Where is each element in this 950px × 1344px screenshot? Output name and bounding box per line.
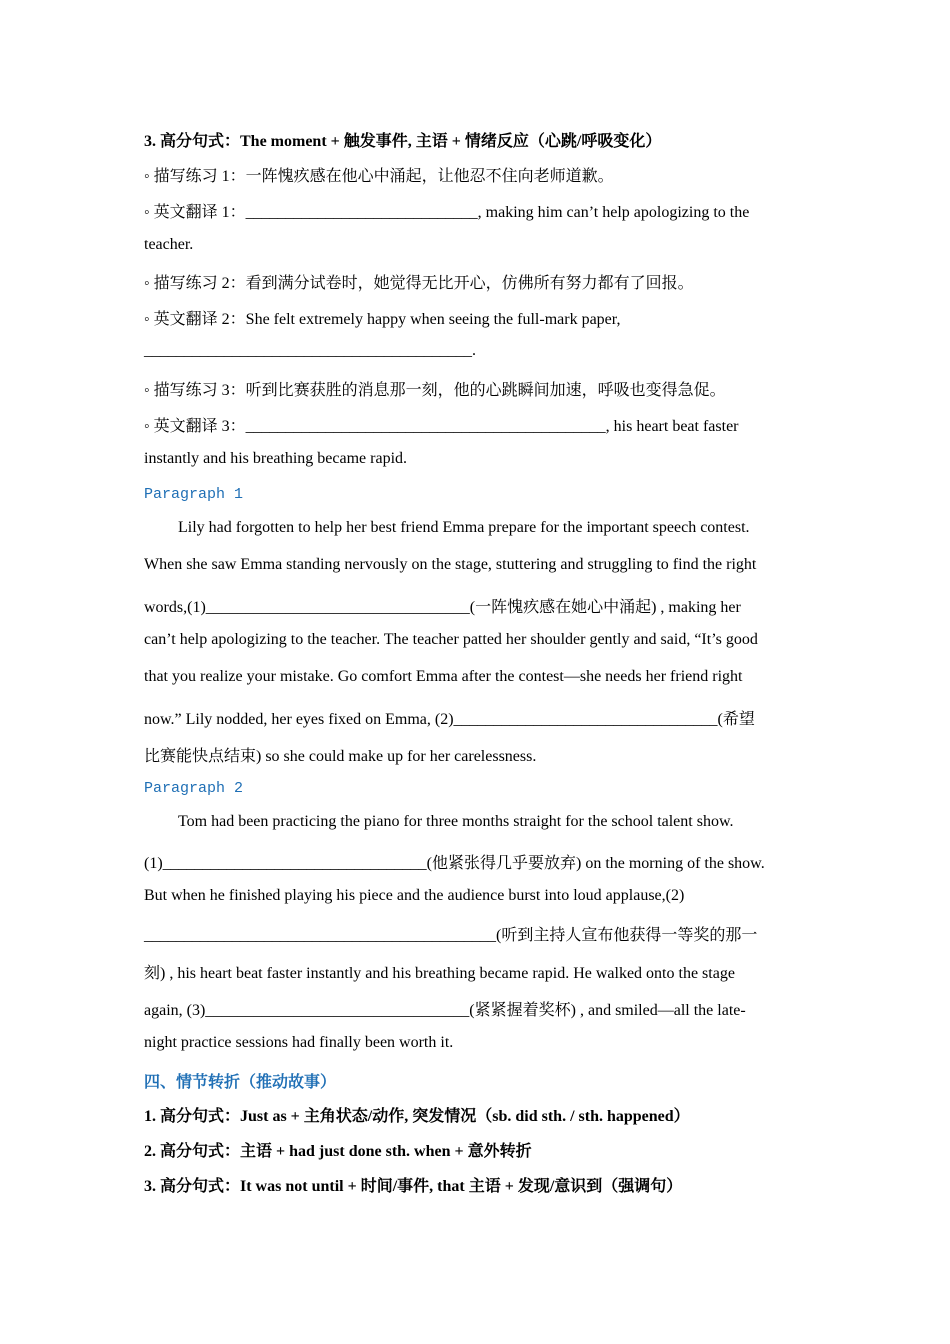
paragraph2-line: Tom had been practicing the piano for three months straight for the school talent show. [178, 813, 734, 830]
paragraph2-line: But when he finished playing his piece and the audience burst into loud applause,(2) [144, 887, 685, 904]
exercise1-chinese: ◦ 描写练习 1：一阵愧疚感在他心中涌起，让他忍不住向老师道歉。 [144, 168, 614, 185]
paragraph1-line: now.” Lily nodded, her eyes fixed on Emma, (2)_________________________________(希望 [144, 711, 755, 728]
section4-heading: 四、情节转折（推动故事） [144, 1074, 337, 1091]
exercise2-chinese: ◦ 描写练习 2：看到满分试卷时，她觉得无比开心，仿佛所有努力都有了回报。 [144, 275, 694, 292]
paragraph1-line: words,(1)_________________________________(一阵愧疚感在她心中涌起) , making her [144, 599, 741, 616]
section4-item1: 1. 高分句式：Just as + 主角状态/动作, 突发情况（sb. did sth. / sth. happened） [144, 1108, 690, 1125]
paragraph1-label: Paragraph 1 [144, 486, 244, 503]
exercise2-english-line1: ◦ 英文翻译 2：She felt extremely happy when seeing the full-mark paper, [144, 311, 621, 328]
exercise3-chinese: ◦ 描写练习 3：听到比赛获胜的消息那一刻，他的心跳瞬间加速，呼吸也变得急促。 [144, 382, 726, 399]
paragraph2-line: (1)_________________________________(他紧张得几乎要放弃) on the morning of the show. [144, 855, 765, 872]
exercise1-english-line1: ◦ 英文翻译 1：_____________________________, making him can’t help apologizing to the [144, 204, 750, 221]
exercise1-english-line2: teacher. [144, 236, 194, 253]
exercise3-english-line1: ◦ 英文翻译 3：_____________________________________________, his heart beat faster [144, 418, 739, 435]
paragraph1-line: When she saw Emma standing nervously on the stage, stuttering and struggling to find the right [144, 556, 757, 573]
paragraph2-line: again, (3)_________________________________(紧紧握着奖杯) , and smiled—all the late- [144, 1002, 746, 1019]
paragraph1-line: 比赛能快点结束) so she could make up for her carelessness. [144, 748, 537, 765]
exercise2-english-line2: _________________________________________. [144, 342, 476, 359]
exercise3-english-line2: instantly and his breathing became rapid. [144, 450, 408, 467]
section4-item3: 3. 高分句式：It was not until + 时间/事件, that 主语 + 发现/意识到（强调句） [144, 1178, 683, 1195]
section3-heading: 3. 高分句式：The moment + 触发事件, 主语 + 情绪反应（心跳/呼吸变化） [144, 133, 662, 150]
paragraph1-line: Lily had forgotten to help her best friend Emma prepare for the important speech contest. [178, 519, 750, 536]
paragraph2-line: night practice sessions had finally been worth it. [144, 1034, 454, 1051]
paragraph2-label: Paragraph 2 [144, 780, 244, 797]
paragraph2-line: ____________________________________________(听到主持人宣布他获得一等奖的那一 [144, 927, 758, 944]
paragraph1-line: can’t help apologizing to the teacher. The teacher patted her shoulder gently and said, “It’s good [144, 631, 758, 648]
paragraph1-line: that you realize your mistake. Go comfort Emma after the contest—she needs her friend right [144, 668, 743, 685]
section4-item2: 2. 高分句式：主语 + had just done sth. when + 意外转折 [144, 1143, 532, 1160]
paragraph2-line: 刻) , his heart beat faster instantly and his breathing became rapid. He walked onto the stage [144, 965, 735, 982]
